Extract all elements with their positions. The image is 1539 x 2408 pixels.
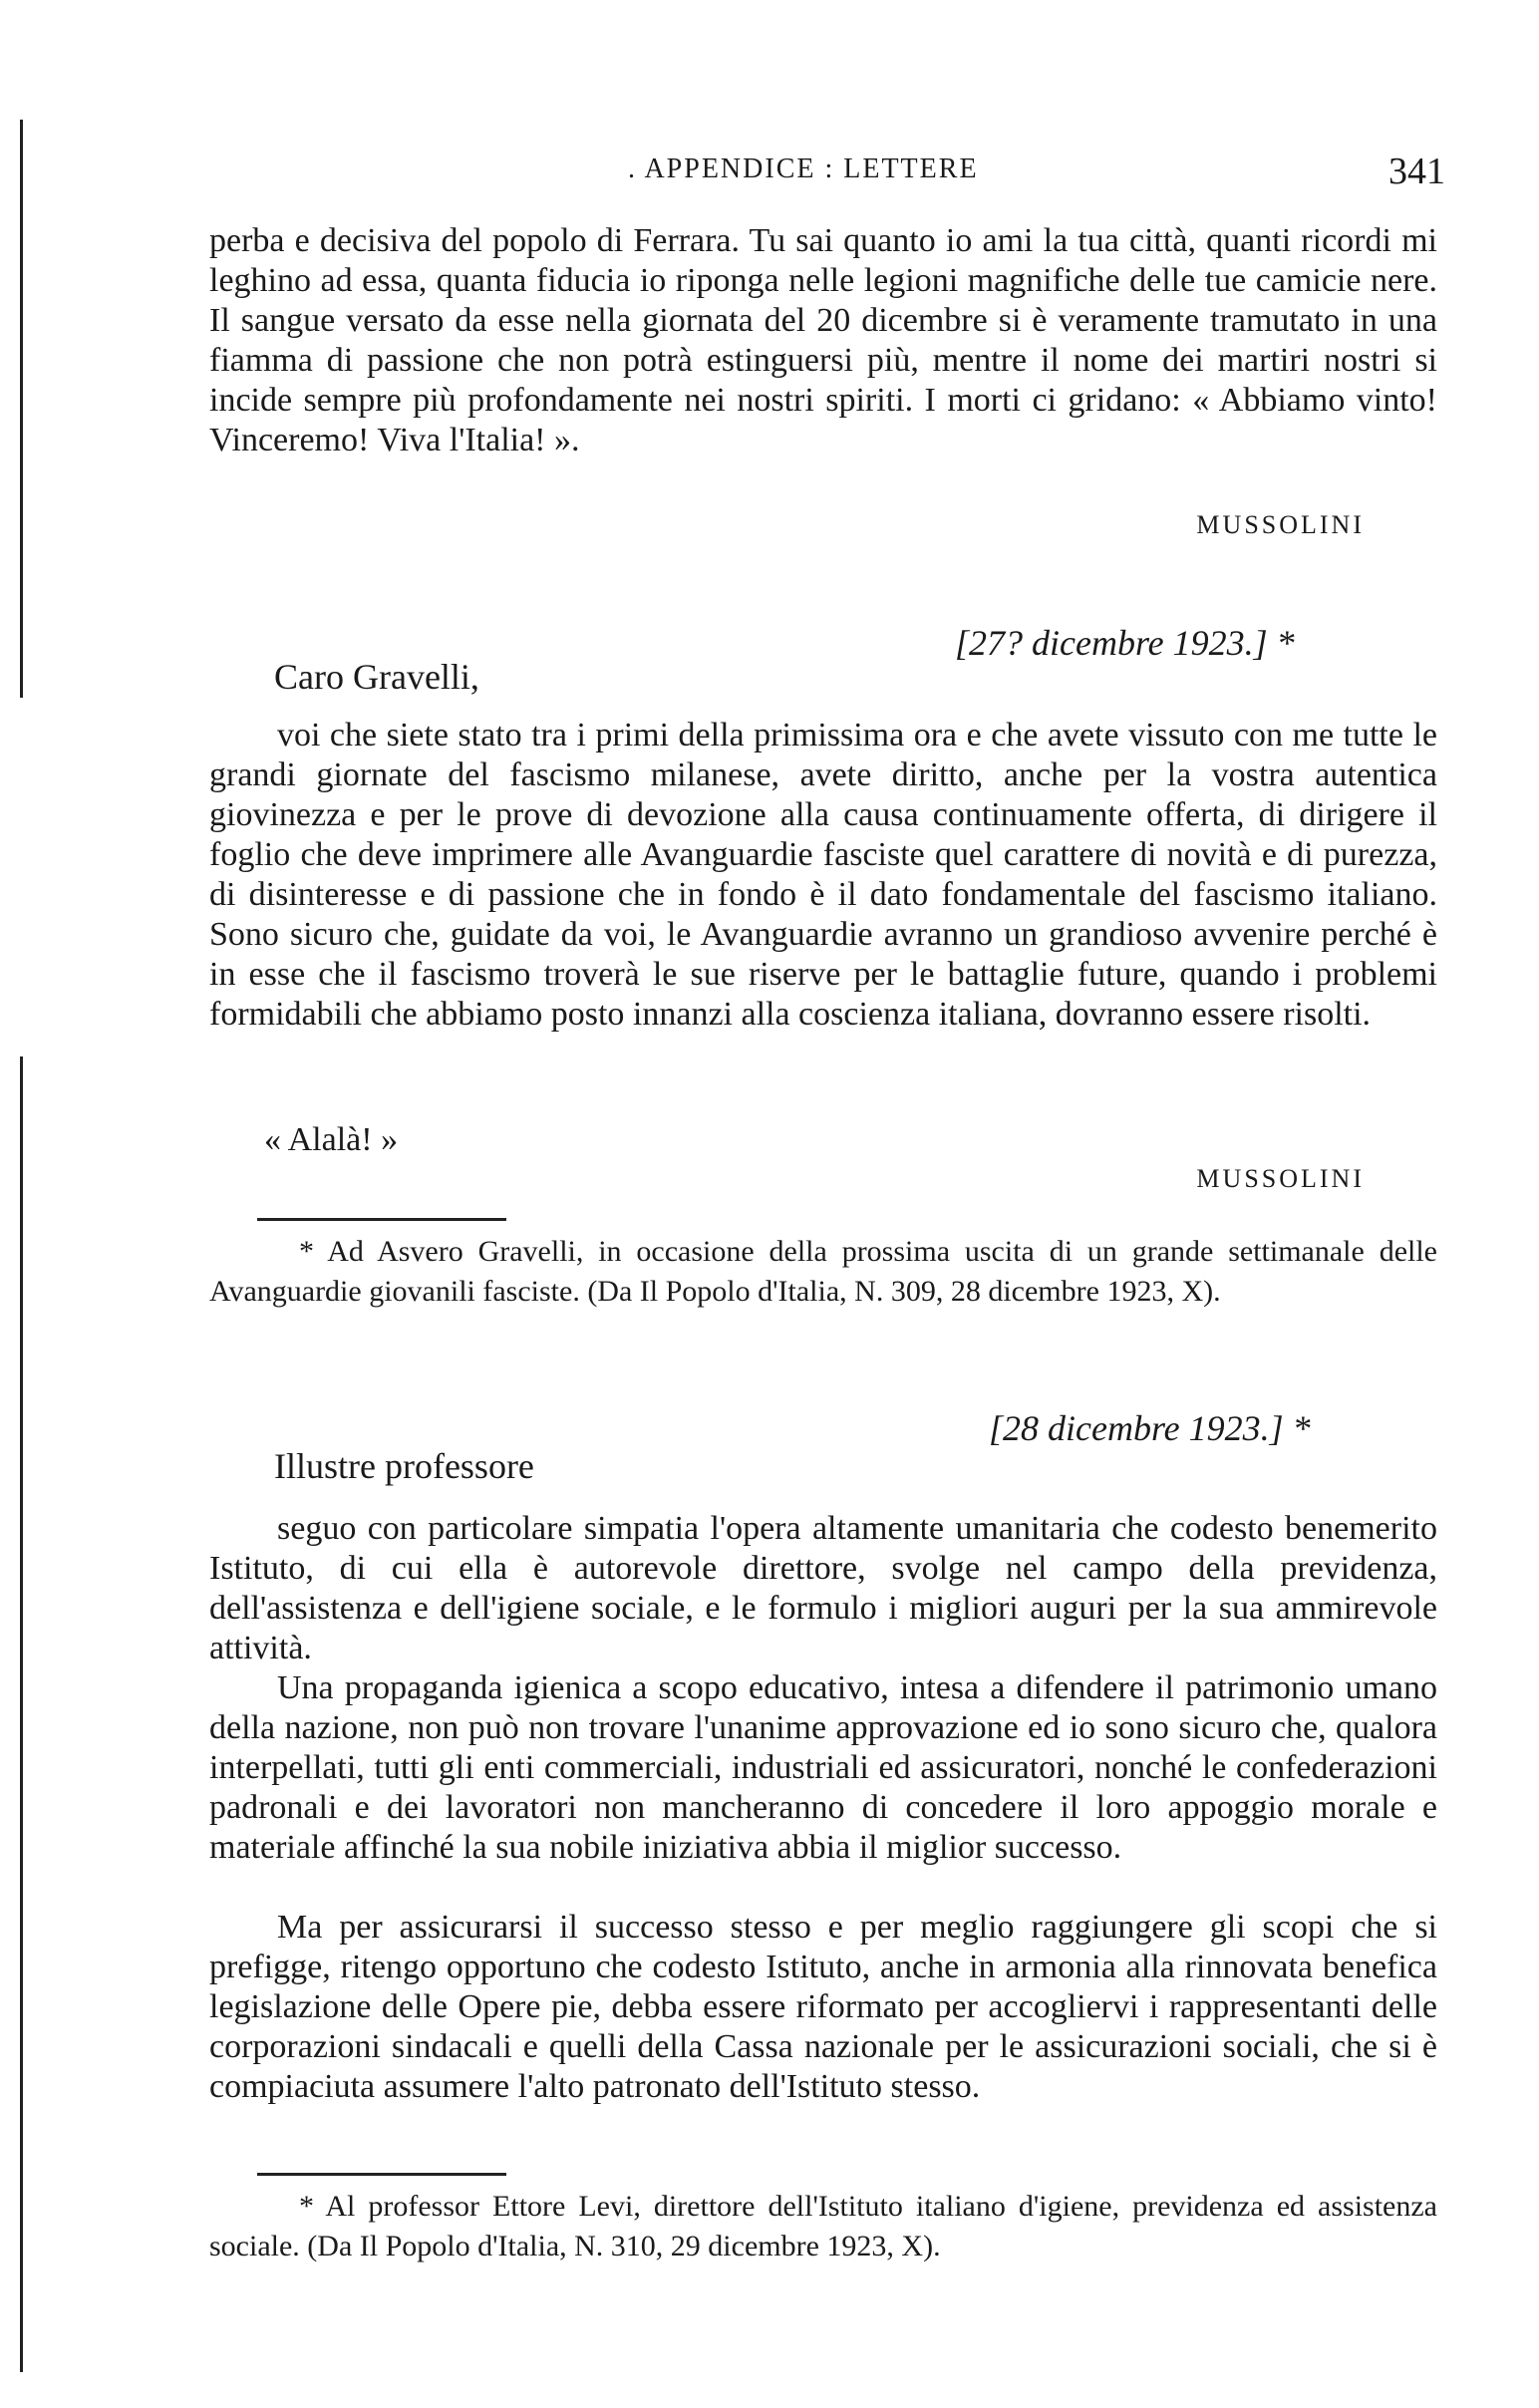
page-header [209,150,1445,199]
signature: MUSSOLINI [1196,510,1365,539]
letter-date: [28 dicembre 1923.] * [989,1408,1311,1448]
salutation: Caro Gravelli, [274,657,479,697]
salutation: Illustre professore [274,1446,534,1486]
footnote: * Al professor Ettore Levi, direttore dell'Istituto italiano d'igiene, previdenza ed assistenza sociale. (Da Il Popolo d'Italia, N. 310, 29 dicembre 1923, X). [209,2190,1437,2262]
scan-edge-line [20,120,23,698]
letter-body: perba e decisiva del popolo di Ferrara. Tu sai quanto io ami la tua città, quanti ricordi mi leghino ad essa, quanta fiducia io riponga nelle legioni magnifiche delle tue camicie nere. Il sangue versato da esse nella giornata del 20 dicembre si è veramente tramutato in una fiamma di passione che non potrà estinguersi più, mentre il nome dei martiri nostri si incide sempre più profondamente nei nostri spiriti. I morti ci gridano: « Abbiamo vinto! Vinceremo! Viva l'Italia! ». [209,222,1437,458]
signature: MUSSOLINI [1196,1164,1365,1193]
letter-paragraph: Ma per assicurarsi il successo stesso e per meglio raggiungere gli scopi che si prefigge, ritengo opportuno che codesto Istituto, anche in armonia alla rinnovata benefica legislazione delle Opere pie, debba essere riformato per accogliervi i rappresentanti delle corporazioni sindacali e quelli della Cassa nazionale per le assicurazioni sociali, che si è compiaciuta assumere l'alto patronato dell'Istituto stesso. [209,1909,1437,2105]
scan-edge-line [20,1056,23,2372]
running-title: . APPENDICE : LETTERE [628,153,979,184]
footnote-rule [257,2173,506,2176]
letter-paragraph: seguo con particolare simpatia l'opera altamente umanitaria che codesto benemerito Istituto, di cui ella è autorevole direttore, svolge nel campo della previdenza, dell'assistenza e dell'igiene sociale, e le formulo i migliori auguri per la sua ammirevole attività. [209,1510,1437,1666]
letter-paragraph: Una propaganda igienica a scopo educativo, intesa a difendere il patrimonio umano della nazione, non può non trovare l'unanime approvazione ed io sono sicuro che, qualora interpellati, tutti gli enti commerciali, industriali ed assicuratori, nonché le confederazioni padronali e dei lavoratori non mancheranno di concedere il loro appoggio morale e materiale affinché la sua nobile iniziativa abbia il miglior successo. [209,1669,1437,1866]
footnote: * Ad Asvero Gravelli, in occasione della prossima uscita di un grande settimanale delle Avanguardie giovanili fasciste. (Da Il Popolo d'Italia, N. 309, 28 dicembre 1923, X). [209,1235,1437,1308]
closing: « Alalà! » [264,1121,399,1158]
footnote-rule [257,1218,506,1221]
page-number: 341 [1388,150,1445,192]
letter-body: voi che siete stato tra i primi della primissima ora e che avete vissuto con me tutte le grandi giornate del fascismo milanese, avete diritto, anche per la vostra autentica giovinezza e per le prove di devozione alla causa continuamente offerta, di dirigere il foglio che deve imprimere alle Avanguardie fasciste quel carattere di novità e di purezza, di disinteresse e di passione che in fondo è il dato fondamentale del fascismo italiano. Sono sicuro che, guidate da voi, le Avanguardie avranno un grandioso avvenire perché è in esse che il fascismo troverà le sue riserve per le battaglie future, quando i problemi formidabili che abbiamo posto innanzi alla coscienza italiana, dovranno essere risolti. [209,717,1437,1033]
letter-date: [27? dicembre 1923.] * [955,623,1295,663]
